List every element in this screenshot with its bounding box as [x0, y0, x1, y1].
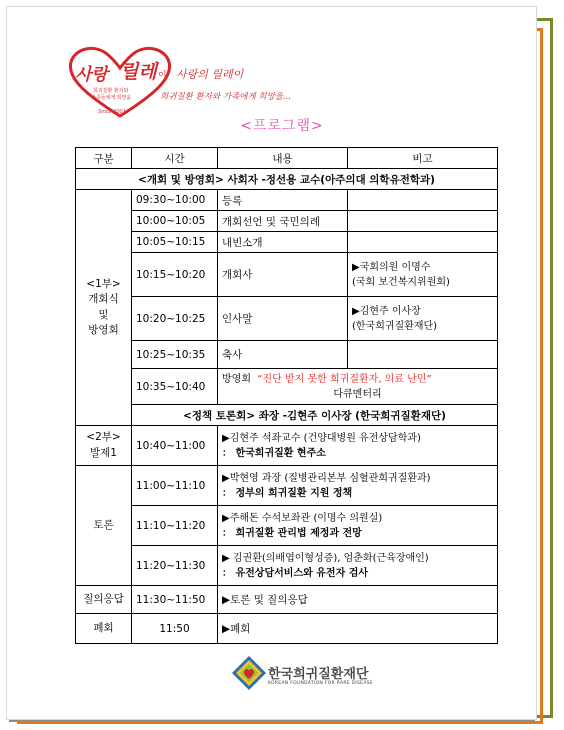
part1-label: <1부> 개회식 및 방영회: [76, 190, 132, 426]
screening-content-cell: 방영회 “진단 받지 못한 희귀질환자, 의료 난민” 다큐멘터리: [218, 369, 498, 405]
svg-text:이: 이: [158, 71, 167, 81]
table-row: [76, 466, 498, 506]
time-cell: 10:20~10:25: [132, 297, 218, 341]
table-row: [76, 190, 498, 211]
content-cell: ▶ 김권환(의배엽이형성증), 엄춘화(근육장애인) ： 유전상담서비스와 유전자 검사: [218, 546, 498, 586]
note-cell: ▶국회의원 이명수 (국회 보건복지위원회): [348, 253, 498, 297]
table-row: [76, 369, 498, 405]
table-row: [76, 297, 498, 341]
header-content: 내용: [218, 148, 348, 169]
page-title: <프로그램>: [240, 118, 324, 134]
content-cell: ▶폐회: [218, 614, 498, 644]
content-cell: 내빈소개: [218, 232, 348, 253]
content-cell: ▶주해돈 수석보좌관 (이명수 의원실) ： 희귀질환 관리법 제정과 전망: [218, 506, 498, 546]
time-cell: 10:40~11:00: [132, 426, 218, 466]
content-cell: 인사말: [218, 297, 348, 341]
content-cell: 등록: [218, 190, 348, 211]
content-cell: 개회선언 및 국민의례: [218, 211, 348, 232]
note-cell: [348, 190, 498, 211]
program-table: [75, 147, 498, 644]
note-cell: [348, 341, 498, 369]
table-row: [76, 586, 498, 614]
time-cell: 11:00~11:10: [132, 466, 218, 506]
tagline-sub: 희귀질환 환자와 가족에게 희망을...: [160, 92, 292, 102]
svg-text:가족들에게 희망을: 가족들에게 희망을: [91, 95, 132, 101]
close-label: 폐회: [76, 614, 132, 644]
svg-text:사랑: 사랑: [75, 65, 108, 85]
tagline-main: 사랑의 릴레이: [176, 68, 244, 81]
content-cell: 개회사: [218, 253, 348, 297]
svg-text:릴레: 릴레: [120, 61, 157, 83]
content-cell: 축사: [218, 341, 348, 369]
time-cell: 10:25~10:35: [132, 341, 218, 369]
table-header-row: [76, 148, 498, 169]
time-cell: 11:50: [132, 614, 218, 644]
header-time: 시간: [132, 148, 218, 169]
foundation-name-kr: 한국희귀질환재단: [268, 667, 369, 682]
content-cell: ▶토론 및 질의응답: [218, 586, 498, 614]
table-row: [76, 426, 498, 466]
time-cell: 11:30~11:50: [132, 586, 218, 614]
content-cell: ▶박현영 과장 (질병관리본부 심혈관희귀질환과) ： 정부의 희귀질환 지원 정책: [218, 466, 498, 506]
header-note: 비고: [348, 148, 498, 169]
section-opening-heading: <개회 및 방영회> 사회자 -정선용 교수(아주의대 의학유전학과): [76, 169, 498, 190]
since-text: Since 2001: [98, 109, 126, 115]
time-cell: 10:00~10:05: [132, 211, 218, 232]
table-row: [76, 506, 498, 546]
debate-label: 토론: [76, 466, 132, 586]
time-cell: 09:30~10:00: [132, 190, 218, 211]
table-row: [76, 211, 498, 232]
foundation-diamond-logo: [232, 656, 266, 690]
table-row: [76, 614, 498, 644]
part2-label: <2부> 발제1: [76, 426, 132, 466]
time-cell: 10:15~10:20: [132, 253, 218, 297]
table-row: [76, 341, 498, 369]
foundation-name-en: KOREAN FOUNDATION FOR RARE DISEASE: [268, 681, 373, 686]
section-policy-heading: <정책 토론회> 좌장 -김현주 이사장 (한국희귀질환재단): [132, 405, 498, 426]
table-row: [76, 253, 498, 297]
content-cell: ▶김현주 석좌교수 (건양대병원 유전상담학과) ： 한국희귀질환 현주소: [218, 426, 498, 466]
time-cell: 11:10~11:20: [132, 506, 218, 546]
table-row: [76, 232, 498, 253]
time-cell: 10:05~10:15: [132, 232, 218, 253]
time-cell: 11:20~11:30: [132, 546, 218, 586]
note-cell: [348, 211, 498, 232]
note-cell: ▶김현주 이사장 (한국희귀질환재단): [348, 297, 498, 341]
svg-text:희귀질환 환자와: 희귀질환 환자와: [93, 88, 129, 94]
time-cell: 10:35~10:40: [132, 369, 218, 405]
header-category: 구분: [76, 148, 132, 169]
qa-label: 질의응답: [76, 586, 132, 614]
note-cell: [348, 232, 498, 253]
table-row: [76, 546, 498, 586]
